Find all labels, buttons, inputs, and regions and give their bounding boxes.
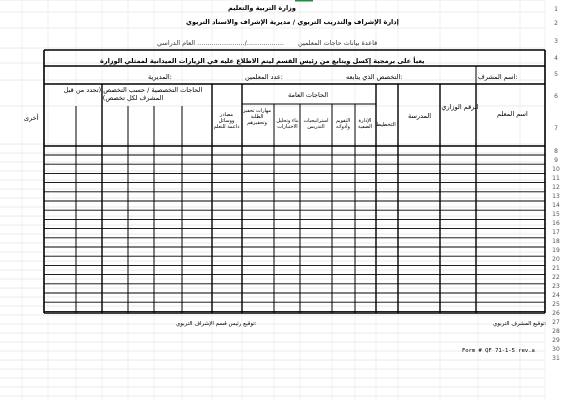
directorate-title: إدارة الإشراف والتدريب التربوي / مديرية الإشراف والاسناد التربوي [186,18,399,26]
supervisor-signature-label: توقيع المشرف التربوي: [493,321,547,327]
form-code: Form # QF 71-1-5 rev.a [462,348,535,354]
header-class-management: الإدارة الصفية [358,118,372,130]
row-number[interactable]: 10 [552,166,560,173]
header-learning-resources: مصادر ووسائل داعمة للتعلم [213,112,240,130]
row-number[interactable]: 15 [552,211,560,218]
row-number[interactable]: 14 [552,202,560,209]
header-teaching-strategies: استراتيجيات التدريس [303,118,329,130]
row-number[interactable]: 23 [552,283,560,290]
row-number[interactable]: 5 [554,71,558,78]
row-number[interactable]: 29 [552,337,560,344]
row-number[interactable]: 1 [554,6,558,13]
header-assessment: التقويم وأدواته [335,118,351,130]
supervisor-name-label: اسم المشرف: [478,73,518,81]
header-student-skills: مهارات تحفيز الطلبة وتحفيزهم [242,108,272,126]
academic-year-field[interactable]: العام الدراسي ......................./.................. [157,39,284,47]
row-number[interactable]: 13 [552,193,560,200]
row-number[interactable]: 30 [552,346,560,353]
row-number[interactable]: 17 [552,229,560,236]
row-number[interactable]: 25 [552,301,560,308]
row-number[interactable]: 31 [552,355,560,362]
row-number[interactable]: 9 [554,157,558,164]
row-number[interactable]: 28 [552,328,560,335]
database-title: قاعدة بيانات حاجات المعلمين [298,39,378,47]
row-number[interactable]: 21 [552,265,560,272]
row-number[interactable]: 11 [552,175,560,182]
teacher-count-label: عدد المعلمين: [245,73,283,81]
row-number[interactable]: 27 [552,319,560,326]
row-number[interactable]: 18 [552,238,560,245]
fill-instructions: يعبأ على برمجية إكسل ويتابع من رئيس القسم ليتم الاطلاع عليه في الزيارات الميدانية لممثلي الوزارة [100,57,425,65]
header-planning: التخطيط [376,122,396,128]
row-number[interactable]: 20 [552,256,560,263]
header-ministry-number: الرقم الوزاري [441,103,479,111]
header-general-needs: الحاجات العامة [288,91,329,99]
directorate-label: المديرية: [148,73,172,81]
row-number[interactable]: 26 [552,310,560,317]
row-number[interactable]: 8 [554,148,558,155]
row-number[interactable]: 4 [554,55,558,62]
head-signature-label: توقيع رئيس قسم الإشراف التربوي: [176,321,257,327]
row-number[interactable]: 19 [552,247,560,254]
specialty-label: التخصص الذي يتابعه: [346,73,403,81]
ministry-title: وزارة التربية والتعليم [228,4,296,12]
row-number[interactable]: 22 [552,274,560,281]
header-school: المدرسة [408,112,432,120]
header-teacher-name: اسم المعلم [497,110,528,118]
header-test-analysis: بناء وتحليل الاختبارات [276,118,299,130]
row-number[interactable]: 24 [552,292,560,299]
row-number[interactable]: 16 [552,220,560,227]
row-number[interactable]: 12 [552,184,560,191]
header-other: أخرى [24,114,39,122]
row-number[interactable]: 6 [554,93,558,100]
header-specialized-needs: الحاجات التخصصية / حسب التخصص (تحدد من قبل المشرف لكل تخصص) [63,86,203,102]
row-number[interactable]: 2 [554,20,558,27]
row-number[interactable]: 3 [554,38,558,45]
row-number[interactable]: 7 [554,125,558,132]
